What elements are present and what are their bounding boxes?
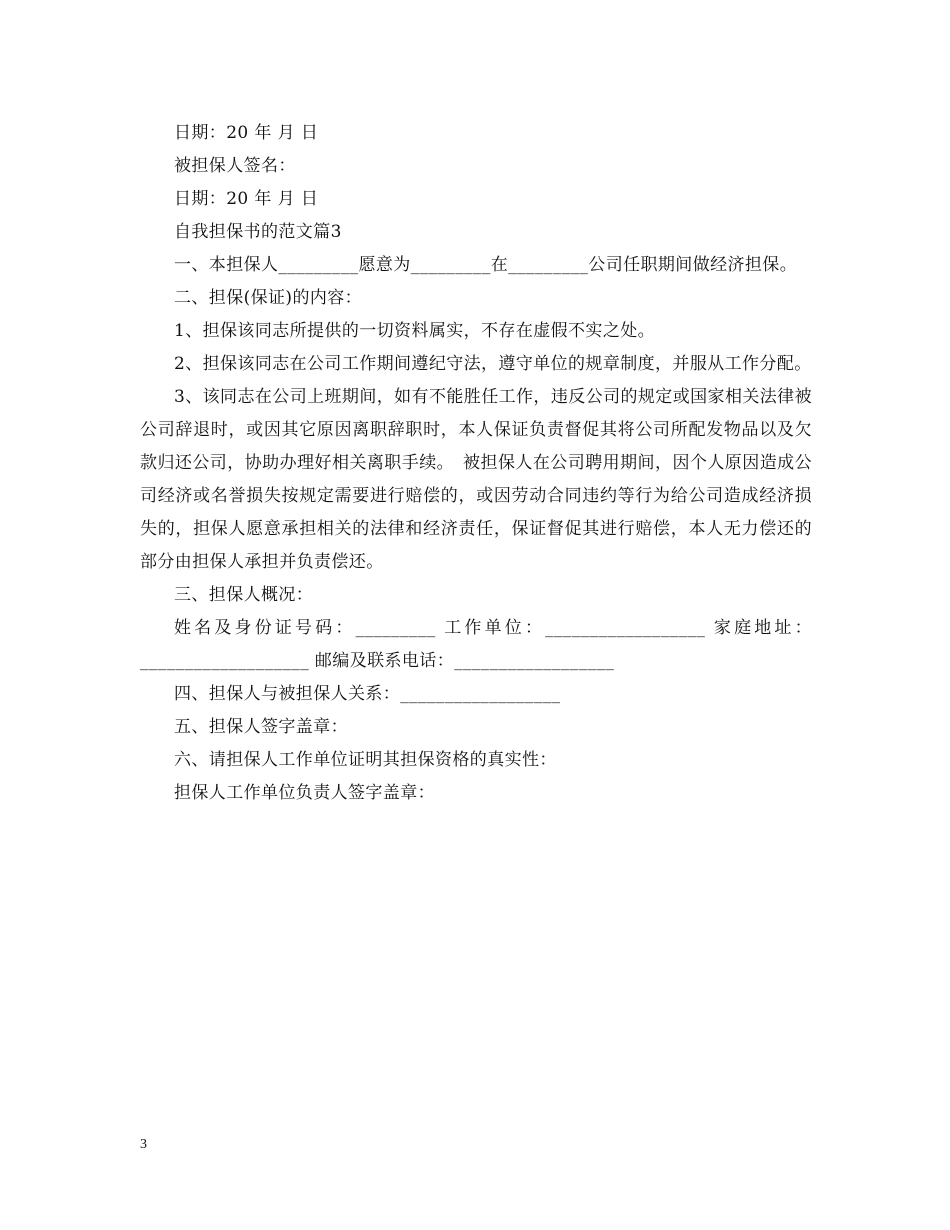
employer-signature-line: 担保人工作单位负责人签字盖章： (174, 783, 435, 803)
page-number: 3 (140, 1137, 147, 1152)
clause-6-verification: 六、请担保人工作单位证明其担保资格的真实性： (174, 750, 557, 770)
guaranteed-person-signature-line: 被担保人签名： (174, 156, 296, 176)
section-heading: 自我担保书的范文篇3 (174, 222, 342, 242)
clause-2-item-2: 2、担保该同志在公司工作期间遵纪守法，遵守单位的规章制度，并服从工作分配。 (174, 354, 812, 374)
clause-2-heading: 二、担保(保证)的内容： (174, 288, 363, 308)
document-body (140, 117, 812, 810)
clause-2-item-1: 1、担保该同志所提供的一切资料属实，不存在虚假不实之处。 (174, 321, 656, 341)
clause-2-item-3: 3、该同志在公司上班期间，如有不能胜任工作，违反公司的规定或国家相关法律被公司辞退时，或因其它原因离职辞职时，本人保证负责督促其将公司所配发物品以及欠款归还公司，协助办理好相关离职手续。 被担保人在公司聘用期间，因个人原因造成公司经济或名誉损失按规定需要进行赔偿的，或因劳动合同违约等行为给公司造成经济损失的，担保人愿意承担相关的法律和经济责任，保证督促其进行赔偿，本人无力偿还的部分由担保人承担并负责偿还。 (140, 387, 812, 572)
clause-4-relationship: 四、担保人与被担保人关系：__________________ (174, 684, 561, 704)
guarantor-info-fields: 姓名及身份证号码：_________ 工作单位：__________________ 家庭地址：___________________ 邮编及联系电话：__________________ (140, 618, 812, 671)
date-line-1: 日期：20 年 月 日 (174, 123, 319, 143)
clause-5-signature: 五、担保人签字盖章： (174, 717, 348, 737)
date-line-2: 日期：20 年 月 日 (174, 189, 319, 209)
clause-1: 一、本担保人_________愿意为_________在_________公司任职期间做经济担保。 (174, 255, 798, 275)
clause-3-heading: 三、担保人概况： (174, 585, 314, 605)
